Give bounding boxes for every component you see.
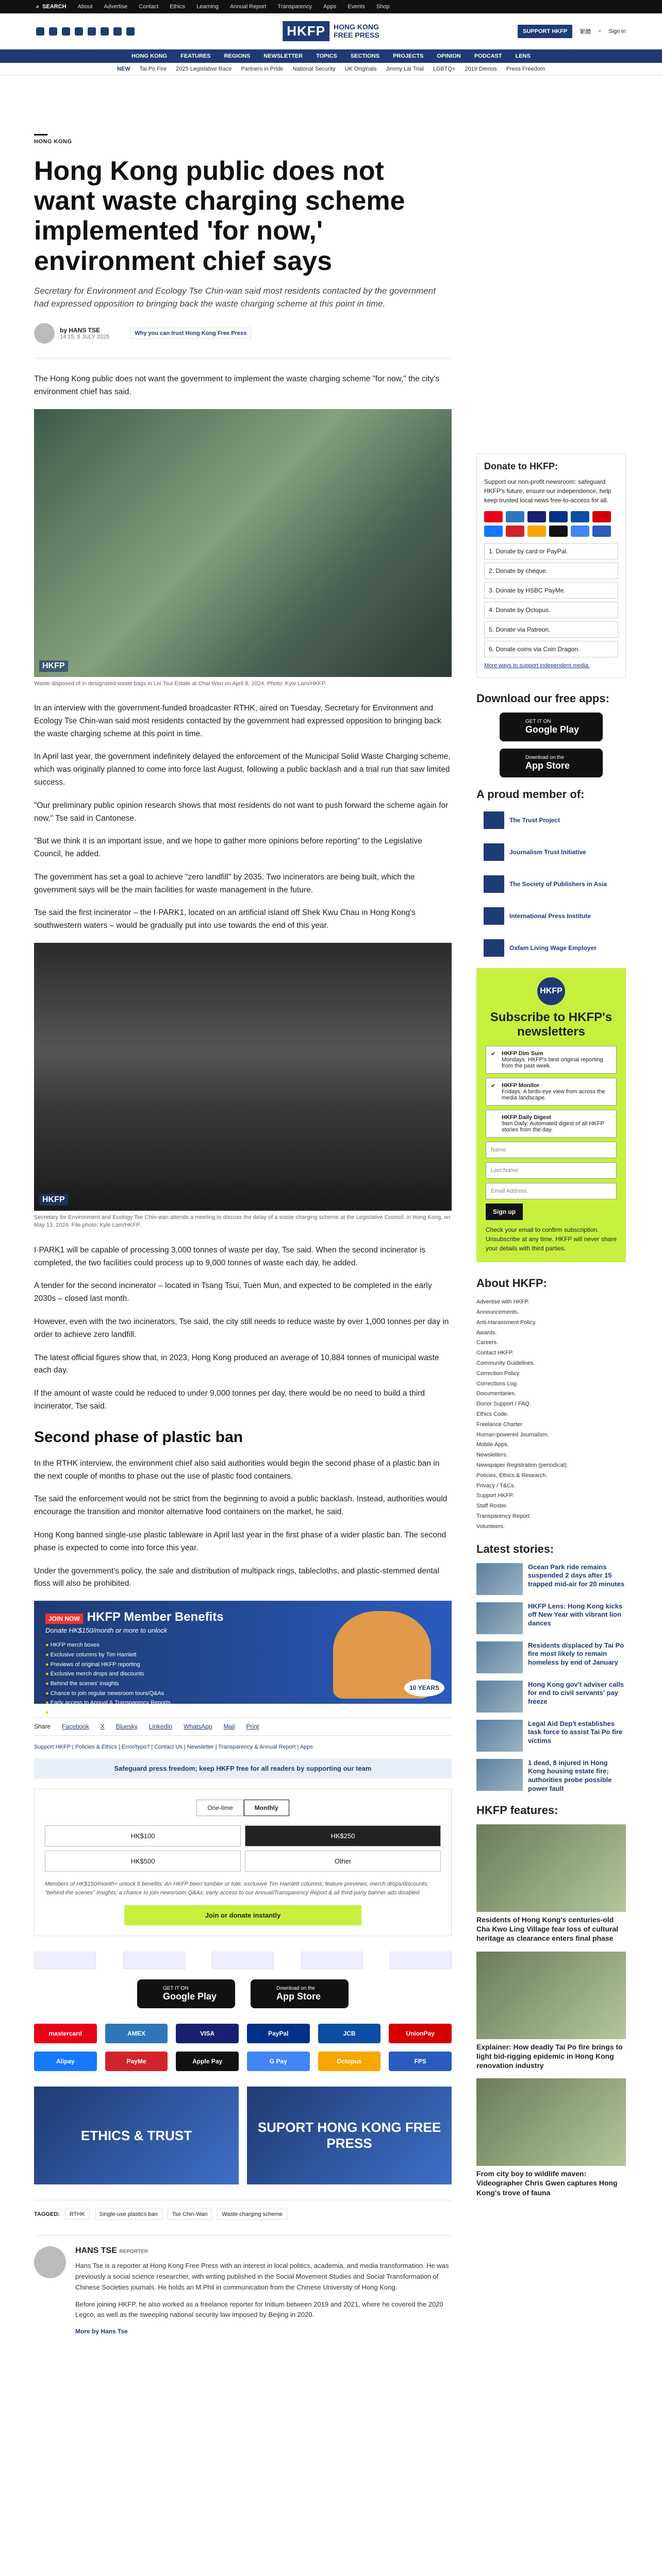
story-thumbnail [476, 1641, 523, 1673]
app-store-button[interactable]: Download on the App Store [251, 1979, 349, 2008]
apple-pay-icon[interactable] [549, 526, 568, 537]
trending-item[interactable]: Partners in Pride [241, 65, 284, 72]
octopus-logo[interactable]: Octopus [318, 2052, 381, 2071]
paragraph: Tse said the first incinerator – the I·PARK1, located on an artificial island off Shek Kwu Chau in Hong Kong's southwestern waters – would be gradually put into use towards the end of this year. [34, 908, 416, 930]
topbar-link-apps[interactable]: Apps [323, 4, 337, 10]
partner-logo[interactable] [390, 1952, 452, 1969]
topbar-link-advertise[interactable]: Advertise [104, 4, 128, 10]
donate-widget [34, 1789, 452, 1936]
main-nav [0, 49, 662, 63]
nav-hong-kong[interactable]: HONG KONG [131, 53, 168, 59]
feature-story[interactable]: From city boy to wildlife maven: Videographer Chris Gwen captures Hong Kong's trove of fauna [476, 2078, 626, 2197]
site-logo[interactable]: HKFP HONG KONG FREE PRESS [283, 21, 379, 41]
paragraph: However, even with the two incinerators, Tse said, the city still needs to reduce waste by over 1,000 tonnes per day in order to achieve zero landfill. [34, 1317, 449, 1339]
paypal-icon[interactable] [549, 511, 568, 522]
latest-story[interactable]: Hong Kong gov't adviser calls for end to civil servants' pay freeze [476, 1681, 626, 1713]
author-avatar [34, 323, 55, 344]
partner-logo[interactable] [123, 1952, 185, 1969]
alipay-logo[interactable]: Alipay [34, 2052, 97, 2071]
top-utility-bar [0, 0, 662, 13]
about-link[interactable]: Staff Roster. [476, 1503, 508, 1510]
sidebar [476, 453, 626, 2206]
tag[interactable]: Tse Chin-Wan [168, 2209, 212, 2220]
donate-method[interactable]: 3. Donate by HSBC PayMe. [484, 582, 618, 599]
donate-text: Support our non-profit newsroom: safeguard HKFP's future, ensure our independence, help keep trusted local news free-to-access for all. [484, 478, 611, 504]
youtube-icon[interactable] [101, 27, 109, 36]
app-store-button[interactable]: Download on the App Store [500, 749, 603, 777]
social-icons [36, 27, 135, 36]
logo-line-1: HONG KONG [334, 23, 379, 31]
join-donate-button[interactable]: Join or donate instantly [124, 1905, 361, 1925]
story-thumbnail [476, 1720, 523, 1752]
about-link[interactable]: Policies, Ethics & Research. [476, 1472, 548, 1479]
donate-sidebox [476, 453, 626, 677]
paragraph: "But we think it is an important issue, and we hope to gather more opinions before reporting" to the Legislative Council, he added. [34, 837, 422, 859]
about-links [476, 1297, 626, 1532]
member-benefits-banner[interactable] [34, 1601, 452, 1716]
fps-icon[interactable] [592, 526, 611, 537]
benefit-item: ● Previews of original HKFP reporting [45, 1660, 440, 1670]
paragraph: Hong Kong banned single-use plastic tableware in April last year in the first phase of a wider plastic ban. The second phase is expected to come into force this year. [34, 1531, 446, 1552]
tags [34, 2200, 452, 2220]
logo-line-2: FREE PRESS [334, 30, 379, 39]
one-time-option[interactable]: One-time [196, 1800, 243, 1816]
sidebar-heading: About HKFP: [476, 1277, 547, 1290]
newsletter-option-checked[interactable]: ✔ HKFP Monitor Fridays: A birds-eye view from across the media landscape. [486, 1078, 617, 1106]
ipi-logo[interactable]: International Press Institute [484, 904, 619, 928]
partner-logo[interactable] [301, 1952, 363, 1969]
jcb-logo[interactable]: JCB [318, 2024, 381, 2043]
author-bio: Hans Tse is a reporter at Hong Kong Free Press with an interest in local politics, academia, and media transformation. He was previously a social science researcher, with writing published in the Social Movement Studies and Social Transformation of Chinese Societies journals. He holds an M.Phil in communication from the Chinese University of Hong Kong. [75, 2262, 449, 2291]
paragraph: The Hong Kong public does not want the government to implement the waste charging scheme "for now," the city's environment chief has said. [34, 374, 439, 396]
tse-chin-wan-photo [34, 943, 452, 1211]
oxfam-logo[interactable]: Oxfam Living Wage Employer [484, 936, 619, 960]
donate-method[interactable]: 6. Donate coins via Coin Dragon. [484, 641, 618, 657]
trending-bar [0, 63, 662, 75]
trending-item[interactable]: Press Freedom [506, 65, 545, 72]
payme-logo[interactable]: PayMe [105, 2052, 168, 2071]
paragraph: In April last year, the government indefinitely delayed the enforcement of the Municipal Solid Waste Charging scheme, which was originally planned to come into force last August, following a public backlash and a trial run that saw limited success. [34, 752, 451, 787]
trending-item[interactable]: Tai Po Fire [139, 65, 167, 72]
tag[interactable]: RTHK [65, 2209, 90, 2220]
google-play-button[interactable]: GET IT ON Google Play [137, 1979, 235, 2008]
trending-item[interactable]: UK Originals [344, 65, 377, 72]
feature-story[interactable]: Residents of Hong Kong's centuries-old Cha Kwo Ling Village fear loss of cultural heritage as clearance enters final phase [476, 1824, 626, 1943]
trending-item[interactable]: National Security [292, 65, 336, 72]
topbar-link-annual-report[interactable]: Annual Report [229, 4, 267, 10]
feature-image [476, 1952, 626, 2039]
hkfp-watermark: HKFP [39, 1194, 68, 1206]
author-name[interactable]: by HANS TSE [60, 326, 101, 334]
story-thumbnail [476, 1759, 523, 1791]
banner-subtitle: Donate HK$150/month or more to unlock [45, 1626, 168, 1635]
sidebar-heading: Donate to HKFP: [484, 461, 558, 471]
author-avatar [34, 2246, 66, 2278]
sidebar-payment-logos [484, 511, 618, 537]
share-whatsapp[interactable]: WhatsApp [184, 1723, 212, 1731]
amex-icon[interactable] [506, 511, 524, 522]
policy-links[interactable]: Support HKFP | Policies & Ethics | Error/typo? | Contact Us | Newsletter | Transparency & Annual Report | Apps [34, 1744, 313, 1751]
bluesky-icon[interactable] [88, 27, 96, 36]
email-icon[interactable] [113, 27, 122, 36]
feature-story[interactable]: Explainer: How deadly Tai Po fire brings to light bid-rigging epidemic in Hong Kong renovation industry [476, 1952, 626, 2071]
paragraph: Tse said the enforcement would not be strict from the beginning to avoid a public backlash. Instead, authorities would encourage the transition and monitor alternative food containers on the market, he said. [34, 1495, 448, 1517]
partner-logo[interactable] [212, 1952, 274, 1969]
join-now-badge: JOIN NOW [45, 1614, 83, 1624]
threads-icon[interactable] [75, 27, 83, 36]
unionpay-logo[interactable]: UnionPay [389, 2024, 452, 2043]
hkfp-watermark: HKFP [39, 660, 68, 672]
new-label: NEW [117, 65, 130, 72]
story-thumbnail [476, 1563, 523, 1595]
amount-options [45, 1825, 441, 1872]
author-box-name[interactable]: HANS TSE [75, 2246, 117, 2256]
latest-story[interactable]: Legal Aid Dep't establishes task force to assist Tai Po fire victims [476, 1720, 626, 1752]
author-role: REPORTER [119, 2249, 148, 2255]
last-name-field[interactable]: Last Name [486, 1162, 617, 1179]
topbar-link-learning[interactable]: Learning [196, 4, 219, 10]
about-link[interactable]: Awards. [476, 1329, 497, 1336]
share-print[interactable]: Print [246, 1723, 259, 1731]
google-pay-logo[interactable]: G Pay [247, 2052, 310, 2071]
share-bluesky[interactable]: Bluesky [115, 1723, 138, 1731]
safeguard-banner[interactable]: Safeguard press freedom; keep HKFP free for all readers by supporting our team [34, 1758, 452, 1778]
trending-item[interactable]: Jimmy Lai Trial [386, 65, 424, 72]
newsletter-option-checked[interactable]: ✔ HKFP Dim Sum Mondays: HKFP's best original reporting from the past week. [486, 1046, 617, 1074]
latest-story[interactable]: Residents displaced by Tai Po fire most likely to remain homeless by end of January [476, 1641, 626, 1673]
newsletter-title: Subscribe to HKFP's newsletters [490, 1010, 613, 1039]
unionpay-icon[interactable] [592, 511, 611, 522]
monthly-option[interactable]: Monthly [244, 1800, 289, 1816]
paragraph: The latest official figures show that, in 2023, Hong Kong produced an average of 10,884 tonnes of municipal waste each day. [34, 1353, 439, 1375]
latest-story[interactable]: 1 dead, 8 injured in Hong Kong housing estate fire; authorities probe possible power fault [476, 1759, 626, 1794]
sidebar-heading: A proud member of: [476, 788, 585, 801]
category-rule [34, 134, 47, 135]
about-link[interactable]: Careers. [476, 1340, 499, 1346]
share-facebook[interactable]: Facebook [62, 1723, 89, 1731]
donate-method[interactable]: 2. Donate by cheque. [484, 563, 618, 579]
promo-banners [34, 2087, 452, 2184]
visa-icon[interactable] [527, 511, 546, 522]
fps-logo[interactable]: FPS [389, 2052, 452, 2071]
facebook-icon[interactable] [36, 27, 44, 36]
story-thumbnail [476, 1681, 523, 1713]
trust-link[interactable]: Why you can trust Hong Kong Free Press [130, 328, 251, 339]
benefit-item: ● No third-party banner ads (disabled) [45, 1708, 440, 1718]
benefit-item: ● Chance to join regular newsroom tours/Q&As [45, 1689, 440, 1699]
nav-sections[interactable]: SECTIONS [350, 53, 380, 59]
feature-image [476, 2078, 626, 2166]
about-link[interactable]: Transparency Report. [476, 1513, 531, 1519]
amount-option[interactable]: HK$100 [45, 1825, 241, 1846]
nav-podcast[interactable]: PODCAST [474, 53, 502, 59]
donate-method[interactable]: 5. Donate via Patreon. [484, 621, 618, 638]
jti-logo[interactable]: Journalism Trust Initiative [484, 840, 619, 864]
trending-item[interactable]: LGBTQ+ [433, 65, 456, 72]
more-ways-link[interactable]: More ways to support independent media. [484, 663, 590, 669]
sopa-logo[interactable]: The Society of Publishers in Asia [484, 872, 619, 896]
share-label: Share [34, 1723, 51, 1731]
payme-icon[interactable] [506, 526, 524, 537]
paragraph: If the amount of waste could be reduced to under 9,000 tonnes per day, there would be no need to build a third incinerator, Tse said. [34, 1389, 425, 1411]
share-bar [34, 1717, 452, 1736]
search-icon: ⌕ [36, 3, 40, 10]
topbar-link-contact[interactable]: Contact [139, 4, 159, 10]
partner-logos [34, 1952, 452, 1969]
amount-option[interactable]: Other [245, 1851, 441, 1872]
publish-date: 14:15, 8 JULY 2025 [60, 333, 110, 340]
divider [34, 358, 452, 359]
nav-opinion[interactable]: OPINION [437, 53, 461, 59]
benefit-item: ● HKFP merch boxes [45, 1640, 440, 1650]
amex-logo[interactable]: AMEX [105, 2024, 168, 2043]
trending-item[interactable]: 2019 Demos [465, 65, 497, 72]
benefit-item: ● Exclusive columns by Tim Hamlett [45, 1650, 440, 1660]
newsletter-signup [476, 968, 626, 1262]
more-by-author-link[interactable]: More by Hans Tse [75, 2328, 128, 2335]
article-category[interactable]: HONG KONG [34, 139, 72, 145]
sidebar-heading: HKFP features: [476, 1804, 558, 1817]
article-title: Hong Kong public does not want waste charging scheme implemented 'for now,' environment chief says [34, 156, 405, 276]
ten-years-badge: 10 YEARS [404, 1679, 444, 1697]
nav-regions[interactable]: REGIONS [224, 53, 251, 59]
donate-methods [484, 543, 618, 657]
visa-logo[interactable]: VISA [176, 2024, 239, 2043]
paragraph: I·PARK1 will be capable of processing 3,000 tonnes of waste per day, Tse said. When the second incinerator is completed, the two facilities could process up to 9,000 tonnes of waste each day, he added. [34, 1245, 426, 1267]
paragraph: "Our preliminary public opinion research shows that most residents do not want to push forward the scheme again for now," Tse said in Cantonese. [34, 801, 449, 823]
mastercard-logo[interactable]: mastercard [34, 2024, 97, 2043]
newsletter-option[interactable]: HKFP Daily Digest 9am Daily: Automated digest of all HKFP stories from the day. [486, 1110, 617, 1138]
topbar-link-about[interactable]: About [77, 4, 93, 10]
topbar-link-transparency[interactable]: Transparency [277, 4, 312, 10]
paragraph: Under the government's policy, the sale and distribution of multipack rings, tablecloths, and plastic-stemmed dental floss will also be prohibited. [34, 1566, 439, 1588]
topbar-link-shop[interactable]: Shop [376, 4, 390, 10]
paragraph: In the RTHK interview, the environment chief also said authorities would begin the second phase of a plastic ban in the next couple of months to phase out the use of plastic food containers. [34, 1459, 440, 1481]
waste-bags-photo [34, 409, 452, 677]
benefit-item: ● Exclusive merch drops and discounts [45, 1669, 440, 1679]
sign-in-link[interactable]: Sign in [608, 28, 626, 35]
share-x[interactable]: X [100, 1723, 105, 1731]
article [34, 134, 452, 2336]
about-link[interactable]: Correction Policy. [476, 1370, 521, 1377]
about-link[interactable]: Anti-Harassment Policy. [476, 1319, 537, 1326]
share-linkedin[interactable]: LinkedIn [148, 1723, 173, 1731]
banner-title: HKFP Member Benefits [87, 1610, 224, 1624]
about-link[interactable]: Advertise with HKFP. [476, 1299, 529, 1306]
mastercard-icon[interactable] [484, 511, 503, 522]
benefit-item: ● Behind the scenes' insights [45, 1679, 440, 1689]
feature-image [476, 1824, 626, 1912]
about-link[interactable]: Ethics Code. [476, 1411, 509, 1417]
search-icon[interactable]: ⌕ [598, 28, 602, 34]
photo-caption: Secretary for Environment and Ecology Tse Chin-wan attends a meeting to discuss the delay of a waste charging scheme at the Legislative Council, in Hong Kong, on May 13, 2024. File photo: Kyle Lam/HKFP. [34, 1214, 451, 1229]
paragraph: The government has set a goal to achieve "zero landfill" by 2035. Two incinerators are being built, which the government says will be the main facilities for waste management in the future. [34, 872, 415, 894]
about-link[interactable]: Support HKFP. [476, 1493, 514, 1499]
nav-topics[interactable]: TOPICS [316, 53, 337, 59]
sign-up-button[interactable]: Sign up [486, 1204, 523, 1220]
amount-option[interactable]: HK$500 [45, 1851, 241, 1872]
language-link[interactable]: 繁體 [580, 28, 591, 35]
partner-logo[interactable] [34, 1952, 96, 1969]
frequency-toggle [45, 1800, 441, 1816]
about-link[interactable]: Newspaper Registration (periodical). [476, 1462, 568, 1468]
ethics-trust-promo[interactable]: ETHICS & TRUST [34, 2087, 239, 2184]
trending-item[interactable]: 2025 Legislative Race [176, 65, 232, 72]
topbar-link-ethics[interactable]: Ethics [170, 4, 186, 10]
email-field[interactable]: Email Address [486, 1183, 617, 1199]
paragraph: A tender for the second incinerator – located in Tsang Tsui, Tuen Mun, and expected to be completed in the early 2030s – closed last month. [34, 1281, 432, 1303]
about-link[interactable]: Donor Support / FAQ. [476, 1401, 531, 1408]
about-link[interactable]: Human-powered Journalism. [476, 1431, 549, 1438]
sidebar-heading: Download our free apps: [476, 692, 609, 705]
paragraph: In an interview with the government-funded broadcaster RTHK, aired on Tuesday, Secretary for Environment and Ecology Tse Chin-wan said most residents contacted by the government had expressed opposition to bringing back the waste charging scheme at this point in time. [34, 703, 441, 738]
paypal-logo[interactable]: PayPal [247, 2024, 310, 2043]
rss-icon[interactable] [126, 27, 135, 36]
google-pay-icon[interactable] [571, 526, 589, 537]
about-link[interactable]: Newsletters. [476, 1452, 508, 1459]
author-box [34, 2235, 452, 2336]
donate-method[interactable]: 4. Donate by Octopus. [484, 602, 618, 618]
about-link[interactable]: Documentaries. [476, 1391, 517, 1397]
masthead [0, 13, 662, 49]
about-link[interactable]: Announcements. [476, 1309, 519, 1315]
x-icon[interactable] [49, 27, 57, 36]
first-name-field[interactable]: Name [486, 1142, 617, 1158]
donate-note: Members of HK$150/month+ unlock 6 benefits: An HKFP beer/ tumbler or tote; exclusive Tim Hamlett columns; feature previews; merch drops/discounts; "behind the scenes" insights; a chance to join newsroom Q&As; early access to our Annual/Transparency Report & all third-party banner ads disabled. [45, 1881, 429, 1896]
story-thumbnail [476, 1602, 523, 1634]
sidebar-heading: Latest stories: [476, 1542, 554, 1555]
alipay-icon[interactable] [484, 526, 503, 537]
about-link[interactable]: Volunteers. [476, 1523, 505, 1530]
about-link[interactable]: Freelance Charter. [476, 1421, 524, 1428]
about-link[interactable]: Mobile Apps. [476, 1442, 509, 1448]
latest-story[interactable]: HKFP Lens: Hong Kong kicks off New Year with vibrant lion dances [476, 1602, 626, 1634]
apple-pay-logo[interactable]: Apple Pay [176, 2052, 239, 2071]
instagram-icon[interactable] [62, 27, 70, 36]
nav-lens[interactable]: LENS [515, 53, 531, 59]
google-play-button[interactable]: GET IT ON Google Play [500, 713, 603, 741]
support-hkfp-button[interactable]: SUPPORT HKFP [518, 25, 572, 38]
support-hkfp-promo[interactable]: SUPORT HONG KONG FREE PRESS [247, 2087, 452, 2184]
donate-method[interactable]: 1. Donate by card or PayPal. [484, 543, 618, 560]
nav-projects[interactable]: PROJECTS [393, 53, 424, 59]
amount-option-selected[interactable]: HK$250 [245, 1825, 441, 1846]
tags-label: TAGGED: [34, 2211, 60, 2218]
about-link[interactable]: Community Guidelines. [476, 1360, 535, 1366]
about-link[interactable]: Privacy / T&Cs. [476, 1482, 516, 1489]
hkfp-circle-logo: HKFP [537, 977, 565, 1005]
byline [34, 323, 452, 344]
tag[interactable]: Single-use plastics ban [95, 2209, 162, 2220]
nav-newsletter[interactable]: NEWSLETTER [263, 53, 303, 59]
about-link[interactable]: Contact HKFP. [476, 1350, 514, 1357]
article-dek: Secretary for Environment and Ecology Tse Chin-wan said most residents contacted by the government had expressed opposition to bringing back the waste charging scheme at this point in time. [34, 285, 436, 309]
nav-features[interactable]: FEATURES [180, 53, 211, 59]
author-bio: Before joining HKFP, he also worked as a freelance reporter for Initium between 2019 and 2021, where he covered the 2020 Legco, as well as the sweeping national security law imposed by Beijing in 2020. [75, 2300, 443, 2319]
share-mail[interactable]: Mail [223, 1723, 235, 1731]
octopus-icon[interactable] [527, 526, 546, 537]
payment-logos [34, 2024, 452, 2071]
jcb-icon[interactable] [571, 511, 589, 522]
benefit-item: ● Early access to Annual & Transparency Reports [45, 1698, 440, 1708]
app-buttons [34, 1979, 452, 2008]
search-button[interactable]: ⌕ SEARCH [36, 3, 67, 10]
latest-story[interactable]: Ocean Park ride remains suspended 2 days after 15 trapped mid-air for 20 minutes [476, 1563, 626, 1595]
about-link[interactable]: Corrections Log. [476, 1380, 518, 1387]
photo-caption: Waste disposed of in designated waste bags in Lei Tsui Estate at Chai Wan on April 8, 2024. Photo: Kyle Lam/HKFP. [34, 680, 326, 687]
signup-note: Check your email to confirm subscription. Unsubscribe at any time. HKFP will never share your details with third parties. [486, 1226, 617, 1252]
section-heading: Second phase of plastic ban [34, 1428, 243, 1446]
trust-project-logo[interactable]: The Trust Project [484, 808, 619, 832]
topbar-link-events[interactable]: Events [347, 4, 365, 10]
tag[interactable]: Waste charging scheme [217, 2209, 287, 2220]
